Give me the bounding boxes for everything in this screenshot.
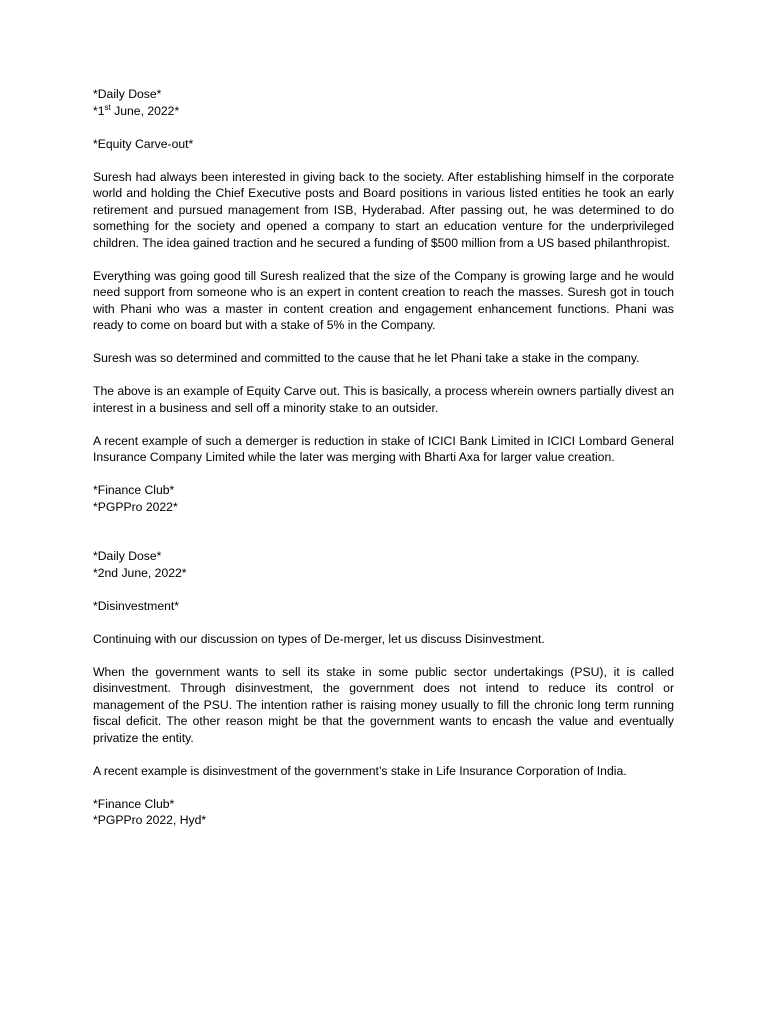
post2-paragraph-3: A recent example is disinvestment of the government’s stake in Life Insurance Corporation of India. xyxy=(93,763,627,778)
post1-signature-club: *Finance Club* xyxy=(93,483,175,497)
post2-paragraph-2: When the government wants to sell its stake in some public sector undertakings (PSU), it is called disinvestment. Through disinvestment, the government does not intend to reduce its control or management of the PSU. The intention rather is raising money usually to fill the chronic long term running fiscal deficit. The other reason might be that the government wants to encash the value and eventually privatize the entity. xyxy=(93,664,674,745)
post2-signature-club: *Finance Club* xyxy=(93,796,175,811)
post1-heading: *Daily Dose* xyxy=(93,87,162,101)
post1-paragraph-2: Everything was going good till Suresh realized that the size of the Company is growing large and he would need support from someone who is an expert in content creation to reach the masses. Suresh got in touch with Phani who was a master in content creation and engagement enhancement functions. Phani was ready to come on board but with a stake of 5% in the Company. xyxy=(93,268,674,332)
post1-date-sup: st xyxy=(104,102,111,112)
post2-title: *Disinvestment* xyxy=(93,598,180,613)
post1-date-prefix: *1 xyxy=(93,103,105,118)
post1-date-suffix: June, 2022* xyxy=(110,103,180,118)
post2-signature-program: *PGPPro 2022, Hyd* xyxy=(93,813,207,827)
post1-signature-program: *PGPPro 2022* xyxy=(93,499,178,514)
post2-heading: *Daily Dose* xyxy=(93,549,162,563)
post1-paragraph-1: Suresh had always been interested in giving back to the society. After establishing himself in the corporate world and holding the Chief Executive posts and Board positions in various listed entities he took an early retirement and pursued management from ISB, Hyderabad. After passing out, he was determined to do something for the society and opened a company to start an education venture for the underprivileged children. The idea gained traction and he secured a funding of $500 million from a US based philanthropist. xyxy=(93,169,674,250)
post2-date: *2nd June, 2022* xyxy=(93,565,187,580)
post1-date xyxy=(93,103,674,120)
post1-title: *Equity Carve-out* xyxy=(93,136,194,151)
post1-paragraph-4: The above is an example of Equity Carve out. This is basically, a process wherein owners partially divest an interest in a business and sell off a minority stake to an outsider. xyxy=(93,384,674,415)
post2-paragraph-1: Continuing with our discussion on types of De-merger, let us discuss Disinvestment. xyxy=(93,631,545,646)
document-page xyxy=(93,86,674,829)
post1-paragraph-5: A recent example of such a demerger is reduction in stake of ICICI Bank Limited in ICICI Lombard General Insurance Company Limited while the later was merging with Bharti Axa for larger value creation. xyxy=(93,433,674,464)
post1-paragraph-3: Suresh was so determined and committed to the cause that he let Phani take a stake in the company. xyxy=(93,351,640,365)
